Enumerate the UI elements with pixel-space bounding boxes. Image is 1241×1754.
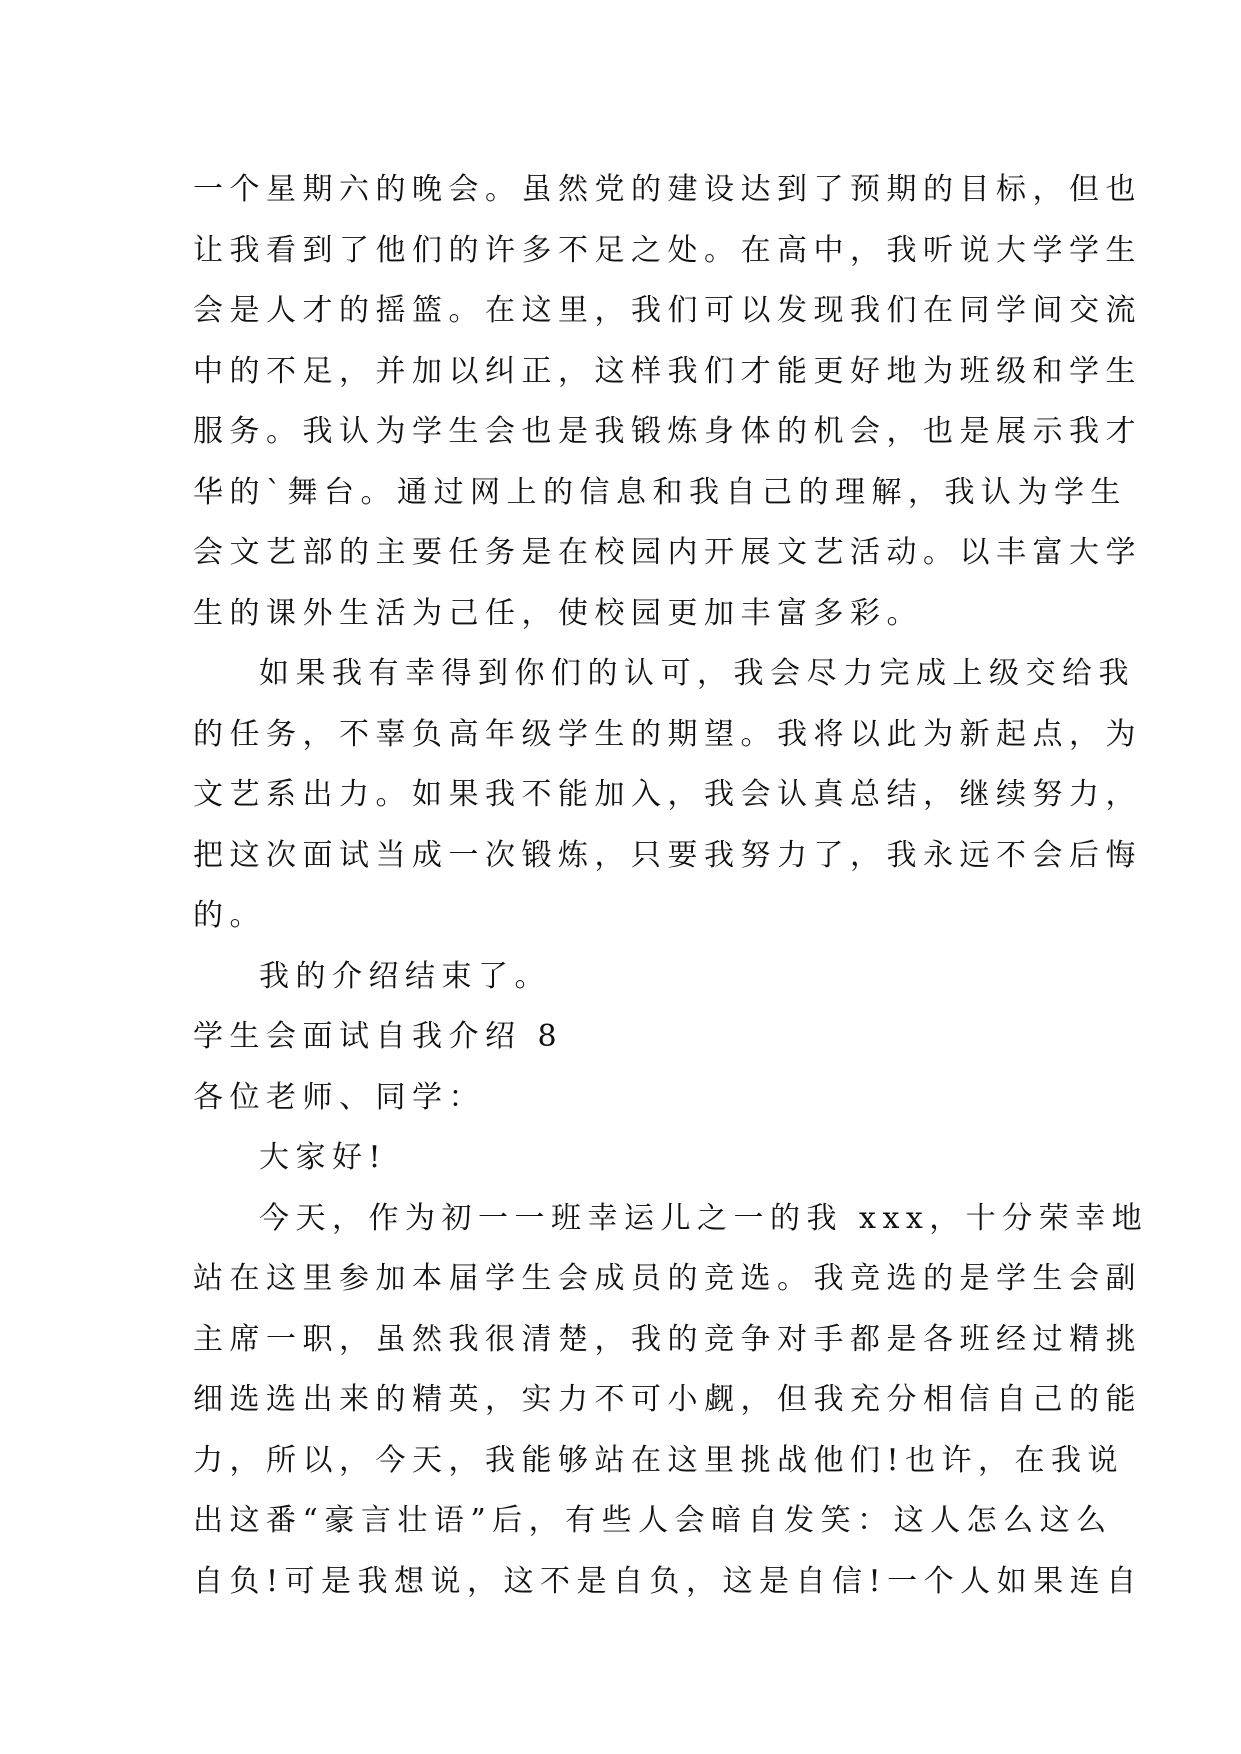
text-line: 会是人才的摇篮。在这里，我们可以发现我们在同学间交流 [193,293,1142,328]
text-line: 主席一职，虽然我很清楚，我的竞争对手都是各班经过精挑 [193,1321,1142,1357]
text-line: 服务。我认为学生会也是我锻炼身体的机会，也是展示我才 [193,414,1142,449]
text-line: 生的课外生活为己任，使校园更加丰富多彩。 [193,595,923,631]
text-line: 华的`舞台。通过网上的信息和我自己的理解，我认为学生 [193,474,1127,510]
text-line: 让我看到了他们的许多不足之处。在高中，我听说大学学生 [193,232,1142,268]
section-heading: 学生会面试自我介绍 8 [193,1019,564,1054]
text-line: 把这次面试当成一次锻炼，只要我努力了，我永远不会后悔 [193,837,1142,873]
text-line: 力，所以，今天，我能够站在这里挑战他们!也许，在我说 [193,1442,1125,1478]
paragraph-start-line: 今天，作为初一一班幸运儿之一的我 xxx，十分荣幸地 [259,1200,1149,1236]
text-line: 自负!可是我想说，这不是自负，这是自信!一个人如果连自 [193,1563,1143,1599]
text-line: 站在这里参加本届学生会成员的竞选。我竞选的是学生会副 [193,1261,1142,1296]
closing-line: 我的介绍结束了。 [259,958,551,994]
text-line: 的任务，不辜负高年级学生的期望。我将以此为新起点，为 [193,716,1142,752]
text-line: 出这番“豪言壮语”后，有些人会暗自发笑：这人怎么这么 [193,1503,1113,1538]
text-line: 一个星期六的晚会。虽然党的建设达到了预期的目标，但也 [193,172,1142,207]
paragraph-start-line: 如果我有幸得到你们的认可，我会尽力完成上级交给我 [259,656,1135,691]
document-body [193,160,1149,1612]
greeting: 大家好! [259,1140,388,1175]
text-line: 中的不足，并加以纠正，这样我们才能更好地为班级和学生 [193,353,1142,389]
salutation: 各位老师、同学： [193,1079,485,1115]
text-line: 会文艺部的主要任务是在校园内开展文艺活动。以丰富大学 [193,535,1142,570]
text-line: 的。 [193,898,266,933]
text-line: 细选选出来的精英，实力不可小觑，但我充分相信自己的能 [193,1382,1142,1417]
text-line: 文艺系出力。如果我不能加入，我会认真总结，继续努力， [193,777,1142,812]
